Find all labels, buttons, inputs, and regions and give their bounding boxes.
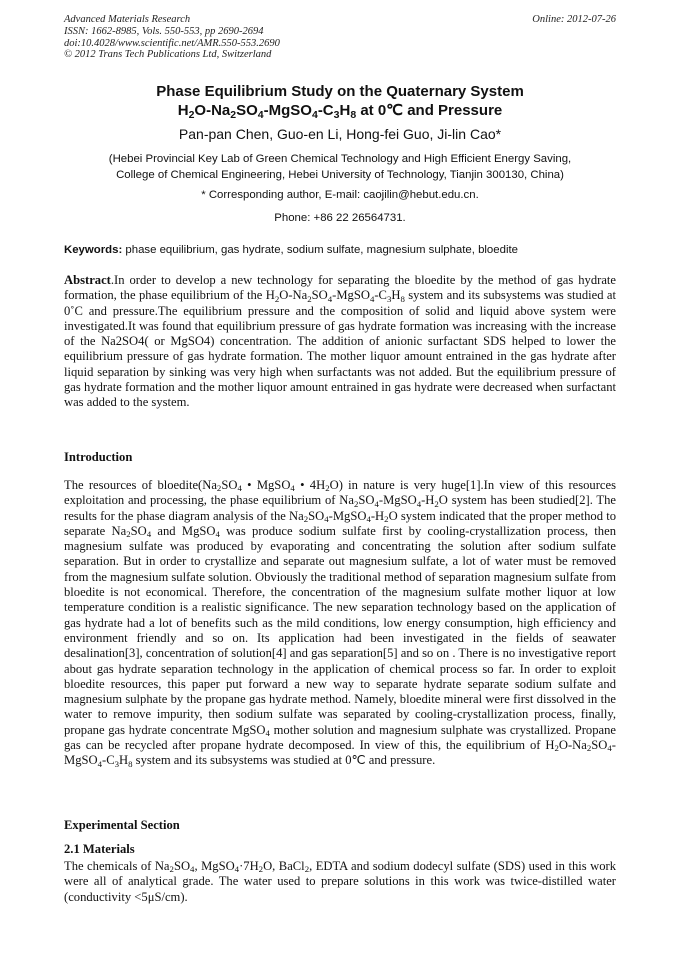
intro-text: The resources of bloedite(Na [64, 478, 217, 492]
intro-text: -MgSO [378, 493, 417, 508]
subscript: 8 [400, 293, 405, 304]
abstract-text: -C [374, 288, 387, 303]
subscript: 3 [333, 108, 340, 121]
intro-text: H [119, 753, 129, 768]
materials-paragraph [64, 859, 616, 905]
title-text: SO [236, 102, 258, 119]
abstract-label: Abstract [64, 273, 111, 287]
intro-text: mother solution and magnesium sulphate was crystallized. Propane gas can be recycled after propane hydrate decomposed. In view of this, the equilibrium of H [64, 722, 616, 753]
subscript: 4 [97, 758, 102, 769]
introduction-paragraph [64, 478, 616, 769]
intro-text: SO [308, 508, 325, 523]
subscript: 2 [554, 743, 559, 754]
keywords-text: phase equilibrium, gas hydrate, sodium sulfate, magnesium sulphate, bloedite [122, 244, 518, 256]
intro-text: SO [130, 523, 147, 538]
doi-line: doi:10.4028/www.scientific.net/AMR.550-553.2690 [64, 37, 280, 49]
introduction-heading: Introduction [64, 450, 133, 464]
subscript: 3 [386, 293, 392, 304]
subscript: 4 [416, 498, 422, 509]
intro-text: SO [221, 478, 238, 492]
intro-text: • MgSO [241, 478, 291, 492]
phone-line: Phone: +86 22 26564731. [274, 212, 406, 224]
intro-text: was produce sodium sulfate first by cooling-crystallization process, then magnesium sulfate was produced by evaporating and concentrating the solution after sodium sulfate separation. But in order to crystallize and separate out magnesium sulfate, a lot of water must be removed from the magnesium sulfate solution. Obviously the traditional method of separation magnesium sulfate from bloedite is not economical. Therefore, the concentration of the magnesium sulfate mother liquor at low temperature condition is a realistic significance. The new separation technology based on the application of gas hydrate had a lot of benefits such as the mild conditions, low energy consumption, high efficiency and environment friendly and so on. Its application had been investigated in the fields of seawater desalination[3], concentration of solution[4] and gas separation[5] and so on . There is no investigative report about gas hydrate separation technology in the application of chemical process so far. In order to exploit bloedite resources, this paper put forward a new way to separate hydrate separate sodium sulfate and magnesium sulphate by the propane gas hydrate method. Namely, bloedite mineral were first dissolved in the water to remove impurity, then sodium sulfate was separated by cooling-crystallization process, finally, propane gas hydrate concentrate MgSO [64, 523, 616, 737]
subscript: 4 [215, 529, 220, 540]
subscript: 2 [126, 529, 131, 540]
experimental-heading: Experimental Section [64, 818, 180, 832]
materials-text: ·7H [239, 859, 259, 873]
subscript: 4 [237, 483, 242, 494]
keywords [64, 242, 616, 258]
subscript: 2 [216, 483, 222, 494]
affiliation-line-2: College of Chemical Engineering, Hebei University of Technology, Tianjin 300130, China) [116, 169, 564, 181]
intro-text: SO [591, 738, 608, 753]
materials-text: O, BaCl [263, 859, 305, 873]
abstract-text: system and its subsystems was studied at 0˚C and pressure.The equilibrium pressure and the composition of solid and liquid above system were investigated.It was found that equilibrium pressure of gas hydrate formation was increasing with the increase of the Na2SO4( or MgSO4) concentration. The addition of anionic surfactant SDS helped to lower the equilibrium pressure of gas hydrate formation. The mother liquor amount entrained in the gas hydrate after liquid separation by sinking was very high when surfactants was not added. But the equilibrium pressure of gas hydrate formation and the mother liquor amount entrained in gas hydrate were decreased when surfactant was added to the system. [64, 288, 616, 410]
subscript: 4 [324, 513, 329, 524]
materials-text: SO [173, 859, 191, 873]
materials-text: The chemicals of Na [64, 859, 170, 873]
author-list: Pan-pan Chen, Guo-en Li, Hong-fei Guo, Ji-lin Cao* [178, 126, 502, 142]
subscript: 3 [114, 758, 119, 769]
abstract-paragraph [64, 273, 616, 411]
issn-line: ISSN: 1662-8985, Vols. 550-553, pp 2690-2694 [64, 25, 264, 37]
affiliation [64, 151, 616, 183]
subscript: 8 [128, 758, 133, 769]
abstract-text: SO [311, 288, 328, 303]
abstract-text: .In order to develop a new technology for separating the bloedite by the method of gas hydrate formation, the phase equilibrium of the H [64, 273, 616, 303]
intro-text: SO [358, 493, 375, 508]
subscript: 2 [258, 864, 264, 875]
title-text: -MgSO [263, 102, 312, 119]
materials-text: , EDTA and sodium dodecyl sulfate (SDS) used in this work were all of analytical grade. The water used to prepare solutions in this work was twice-distilled water (conductivity <5μS/cm). [64, 859, 616, 904]
subscript: 4 [607, 743, 612, 754]
subscript: 4 [369, 293, 375, 304]
subscript: 4 [234, 864, 240, 875]
intro-text: -C [102, 753, 115, 768]
title-text: -C [317, 102, 334, 119]
keywords-label: Keywords: [64, 244, 123, 256]
subscript: 2 [384, 513, 389, 524]
paper-title [64, 82, 616, 120]
intro-text: system and its subsystems was studied at 0℃ and pressure. [132, 753, 436, 768]
subscript: 2 [586, 743, 592, 754]
journal-name: Advanced Materials Research [64, 14, 191, 25]
subscript: 2 [169, 864, 174, 875]
title-text: O-Na [194, 102, 231, 119]
corresponding-author: * Corresponding author, E-mail: caojilin@hebut.edu.cn. [201, 189, 479, 201]
intro-text: O) in nature is very huge[1].In view of this resources exploitation and processing, the phase equilibrium of Na [64, 478, 617, 508]
subscript: 4 [146, 529, 152, 540]
intro-text: -MgSO [328, 508, 367, 523]
abstract-text: H [391, 288, 401, 303]
subscript: 4 [265, 727, 270, 738]
subscript: 4 [366, 513, 371, 524]
title-line-1: Phase Equilibrium Study on the Quaternary System [156, 83, 524, 100]
title-text: H [177, 102, 189, 119]
subscript: 2 [230, 108, 237, 121]
copyright-line: © 2012 Trans Tech Publications Ltd, Switzerland [64, 49, 272, 61]
subscript: 4 [311, 108, 318, 121]
intro-text: -MgSO [64, 738, 616, 768]
journal-header [64, 14, 616, 61]
materials-text: , MgSO [194, 859, 235, 873]
intro-text: -H [370, 508, 385, 523]
materials-subheading: 2.1 Materials [64, 842, 135, 856]
abstract-text: -MgSO [332, 288, 370, 303]
subscript: 4 [257, 108, 264, 121]
online-date: Online: 2012-07-26 [532, 14, 616, 25]
title-line-2 [64, 101, 616, 120]
subscript: 2 [353, 498, 359, 509]
intro-text: • 4H [294, 478, 326, 492]
intro-text: O-Na [558, 738, 587, 753]
affiliation-line-1: (Hebei Provincial Key Lab of Green Chemical Technology and High Efficient Energy Saving, [108, 153, 572, 165]
subscript: 2 [434, 498, 439, 509]
abstract-text: O-Na [279, 288, 308, 303]
intro-text: -H [421, 493, 435, 508]
subscript: 2 [325, 483, 330, 494]
subscript: 2 [307, 293, 312, 304]
subscript: 2 [188, 108, 195, 121]
subscript: 4 [374, 498, 379, 509]
subscript: 4 [290, 483, 295, 494]
intro-text: O system indicated that the proper method to separate Na [64, 508, 616, 538]
subscript: 2 [274, 293, 280, 304]
subscript: 2 [303, 513, 309, 524]
intro-text: and MgSO [151, 523, 216, 538]
subscript: 2 [304, 864, 310, 875]
subscript: 4 [327, 293, 333, 304]
title-text: at 0℃ and Pressure [356, 102, 503, 119]
subscript: 8 [350, 108, 357, 121]
title-text: H [339, 102, 351, 119]
intro-text: O system has been studied[2]. The results for the phase diagram analysis of the Na [64, 493, 617, 523]
subscript: 4 [190, 864, 195, 875]
